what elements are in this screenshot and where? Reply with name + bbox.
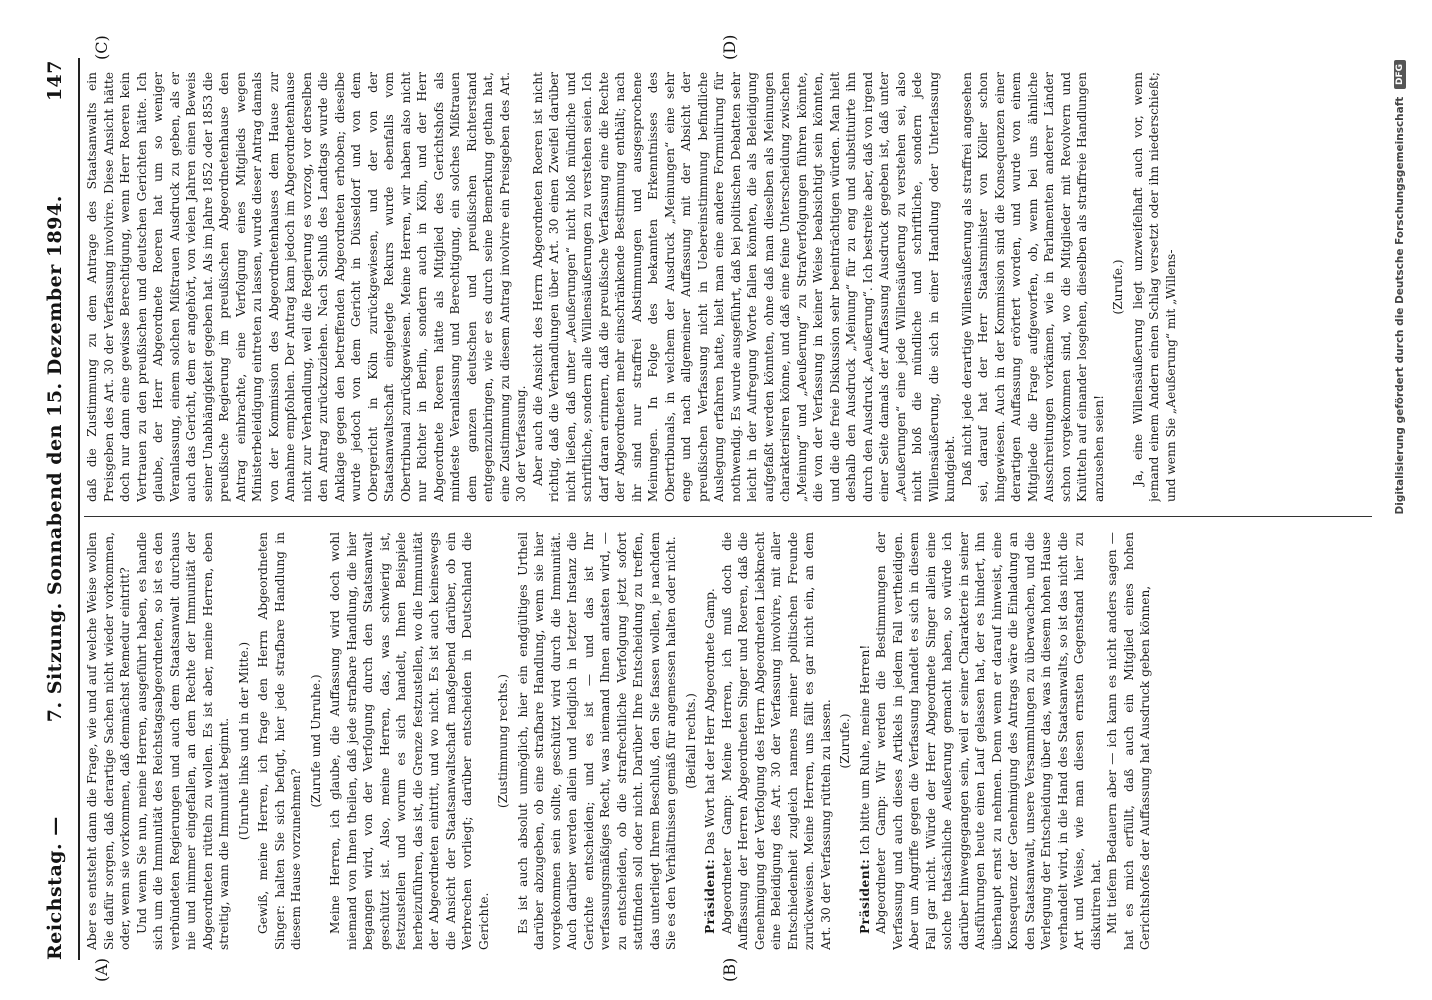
body-paragraph: Aber auch die Ansicht des Herrn Abgeordneten Roeren ist nicht richtig, daß die Verhandlungen über Art. 30 einen Zweifel darüber nicht ließen, daß unter „Aeußerungen“ nicht bloß mündliche und schriftliche, sondern alle Willensäußerungen zu verstehen seien. Ich darf daran erinnern, daß die preußische Verfassung eine die Rechte der Abgeordneten mehr einschränkende Bestimmung enthält; nach ihr sind nur straffrei Abstimmungen und ausgesprochene Meinungen. In Folge des bekannten Erkenntnisses des Obertribunals, in welchem der Ausdruck „Meinungen“ eine sehr enge und nach allgemeiner Auffassung mit der Absicht der preußischen Verfassung nicht in Uebereinstimmung befindliche Auslegung erfahren hatte, hielt man eine andere Formulirung für nothwendig. Es wurde ausgeführt, daß bei politischen Debatten sehr leicht in der Aufregung Worte fallen könnten, die als Beleidigung aufgefaßt werden könnten, ohne daß man dieselben als Meinungen charakterisiren könne, und daß eine feine Unterscheidung zwischen „Meinung“ und „Aeußerung“ zu Strafverfolgungen führen könnte, die von der Verfassung in keiner Weise beabsichtigt sein könnten, und die die freie Diskussion sehr beeinträchtigen würden. Man hielt deshalb den Ausdruck „Meinung“ für zu eng und substituirte ihn durch den Ausdruck „Aeußerung“. Ich bestreite aber, daß von irgend einer Seite damals der Auffassung Ausdruck gegeben ist, daß unter „Aeußerungen“ eine jede Willensäußerung zu verstehen sei, also nicht bloß die mündliche und schriftliche, sondern jede Willensäußerung, die sich in einer Handlung oder Unterlassung kundgiebt. xyxy=(530,72,957,502)
right-column xyxy=(84,72,1376,502)
stage-direction: (Zustimmung rechts.) xyxy=(496,673,510,809)
stage-direction: (Zurufe.) xyxy=(838,713,852,769)
speaker-name: Präsident: xyxy=(857,858,872,934)
body-paragraph: Abgeordneter Gamp: Wir werden die Bestimmungen der Verfassung und auch dieses Artikels in jedem Fall vertheidigen. Aber um Angriffe gegen die Verfassung handelt es sich in diesem Fall gar nicht. Würde der Herr Abgeordnete Singer allein eine solche thatsächliche Aeußerung gemacht haben, so würde ich darüber hinweggegangen sein, weil er seiner Charakterie in seiner Ausführungen heute einen Lauf gelassen hat, der es hindert, ihn überhaupt ernst zu nehmen. Denn wenn er darauf hinweist, eine Konsequenz der Genehmigung des Antrags wäre die Einladung an den Staatsanwalt, unsere Versammlungen zu überwachen, und die Verlegung der Entscheidung über das, was in diesem hohen Hause verhandelt wird, in die Hand des Staatsanwalts, so ist das nicht die Art und Weise, wie man diesen ernsten Gegenstand hier zu diskutiren hat. xyxy=(874,532,1103,950)
body-paragraph: Daß nicht jede derartige Willensäußerung als straffrei angesehen sei, darauf hat der Herr Staatsminister von Köller schon hingewiesen. Auch in der Kommission sind die Konsequenzen einer derartigen Auffassung erörtert worden, und wurde von einem Mitgliede die Frage aufgeworfen, ob, wenn bei uns ähnliche Ausschreitungen vorkämen, wie in Parlamenten anderer Länder schon vorgekommen sind, wo die Mitglieder mit Revolvern und Knütteln auf einander losgehen, dieselben als straffreie Handlungen anzusehen seien! xyxy=(959,72,1106,502)
speaker-paragraph xyxy=(857,532,874,950)
stage-direction: (Zurufe.) xyxy=(1111,259,1125,315)
column-divider xyxy=(84,516,1372,517)
body-paragraph: Abgeordneter Gamp: Meine Herren, ich muß doch die Auffassung der Herren Abgeordneten Singer und Roeren, daß die Genehmigung der Verfolgung des Herrn Abgeordneten Liebknecht eine Beleidigung des Art. 30 der Verfassung involvire, mit aller Entschiedenheit zugleich namens meiner politischen Freunde zurückweisen. Meine Herren, uns fällt es gar nicht ein, an dem Art. 30 der Verfassung rütteln zu lassen. xyxy=(719,532,833,950)
header-rule xyxy=(78,58,80,960)
stage-direction: (Zurufe und Unruhe.) xyxy=(308,674,323,808)
digitization-notice xyxy=(1394,60,1412,940)
speech-text: Das Wort hat der Herr Abgeordnete Gamp. xyxy=(703,588,717,859)
header-left: Reichstag. — xyxy=(44,816,66,960)
body-paragraph: daß die Zustimmung zu dem Antrage des Staatsanwalts ein Preisgeben des Art. 30 der Verfassung involvire. Diese Ansicht hätte doch nur dann eine gewisse Berechtigung, wenn Herr Roeren kein Vertrauen zu den preußischen und deutschen Gerichten hätte. Ich glaube, der Herr Abgeordnete Roeren hat um so weniger Veranlassung, einem solchen Mißtrauen Ausdruck zu geben, als er auch das Gericht, dem er angehört, von vielen Jahren einen Beweis seiner Unabhängigkeit gegeben hat. Als im Jahre 1852 oder 1853 die preußische Regierung im preußischen Abgeordnetenhause den Antrag einbrachte, eine Verfolgung eines Mitglieds wegen Ministerbeleidigung eintreten zu lassen, wurde dieser Antrag damals von der Kommission des Abgeordnetenhauses dem Hause zur Annahme empfohlen. Der Antrag kam jedoch im Abgeordnetenhause nicht zur Verhandlung, weil die Regierung es vorzog, vor derselben den Antrag zurückzuziehen. Nach Schluß des Landtags wurde die Anklage gegen den betreffenden Abgeordneten erhoben; dieselbe wurde jedoch von dem Gericht in Düsseldorf und von dem Obergericht in Köln zurückgewiesen, und der von der Staatsanwaltschaft eingelegte Rekurs wurde ebenfalls vom Obertribunal zurückgewiesen. Meine Herren, wir haben also nicht nur Richter in Berlin, sondern auch in Köln, und der Herr Abgeordnete Roeren hätte als Mitglied des Gerichtshofs als mindeste Veranlassung und Berechtigung, ein solches Mißtrauen dem ganzen deutschen und preußischen Richterstand entgegenzubringen, wie er es durch seine Bemerkung gethan hat, eine Zustimmung zu diesem Antrag involvire ein Preisgeben des Art. 30 der Verfassung. xyxy=(85,72,528,502)
margin-letter-a: (A) xyxy=(92,957,111,982)
page-number: 147 xyxy=(44,60,66,102)
speech-text: Ich bitte um Ruhe, meine Herren! xyxy=(857,644,872,859)
body-paragraph: Aber es entsteht dann die Frage, wie und auf welche Weise wollen Sie dafür sorgen, daß derartige Sachen nicht wieder vorkommen, oder, wenn sie vorkommen, daß demnächst Remedur eintritt? xyxy=(85,532,132,950)
body-paragraph: Es ist auch absolut unmöglich, hier ein endgültiges Urtheil darüber abzugeben, ob eine strafbare Handlung, wenn sie hier vorgekommen sein sollte, geschützt wird durch die Immunität. Auch darüber werden allein und lediglich in letzter Instanz die Gerichte entscheiden; und es ist — und das ist Ihr verfassungsmäßiges Recht, was niemand Ihnen antasten wird, — zu entscheiden, ob die strafrechtliche Verfolgung jetzt sofort stattfinden soll oder nicht. Darüber Ihre Entscheidung zu treffen, das unterliegt Ihrem Beschluß, den Sie fassen wollen, je nachdem Sie es den Verhältnissen gemäß für angemessen halten oder nicht. xyxy=(515,532,678,950)
dfg-logo: DFG xyxy=(1394,60,1406,89)
margin-letter-b: (B) xyxy=(720,957,739,982)
speaker-name: Präsident: xyxy=(703,858,717,934)
header-title: 7. Sitzung. Sonnabend den 15. Dezember 1894. xyxy=(44,195,66,723)
body-paragraph: Gewiß, meine Herren, ich frage den Herrn Abgeordneten Singer: halten Sie sich befugt, hier jede strafbare Handlung in diesem Hause vorzunehmen? xyxy=(256,532,303,950)
body-paragraph: Und wenn Sie nun, meine Herren, ausgeführt haben, es handle sich um die Immunität des Reichstagsabgeordneten, so ist es den verbündeten Regierungen und auch dem Staatsanwalt durchaus nie und nimmer eingefallen, an dem Rechte der Immunität der Abgeordneten rütteln zu wollen. Es ist aber, meine Herren, eben streitig, wann die Immunität beginnt. xyxy=(134,532,231,950)
speaker-paragraph xyxy=(702,532,719,950)
page-header xyxy=(38,60,72,960)
digitization-text: Digitalisierung gefördert durch die Deutsche Forschungsgemeinschaft xyxy=(1394,96,1406,515)
body-paragraph: Mit tiefem Bedauern aber — ich kann es nicht anders sagen — hat es mich erfüllt, daß auch ein Mitglied eines hohen Gerichtshofes der Auffassung hat Ausdruck geben können, xyxy=(1105,532,1152,950)
stage-direction: (Beifall rechts.) xyxy=(683,693,698,789)
body-paragraph: Ja, eine Willensäußerung liegt unzweifelhaft auch vor, wenn jemand einem Andern einen Schlag versetzt oder ihn niederschießt; und wenn Sie „Aeußerung“ mit „Willens- xyxy=(1130,72,1178,502)
margin-letter-c: (C) xyxy=(92,35,111,60)
stage-direction: (Unruhe links und in der Mitte.) xyxy=(236,641,251,841)
margin-letter-d: (D) xyxy=(720,34,739,60)
body-paragraph: Meine Herren, ich glaube, die Auffassung wird doch wohl niemand von Ihnen theilen, daß jede strafbare Handlung, die hier begangen wird, von der Verfolgung durch den Staatsanwalt geschützt ist. Also, meine Herren, das, was schwierig ist, festzustellen und worum es sich handelt, Ihnen Beispiele herbeizuführen, das ist, die Grenze festzustellen, wo die Immunität der Abgeordneten eintritt, und wo nicht. Es ist auch keineswegs die Ansicht der Staatsanwaltschaft maßgebend darüber, ob ein Verbrechen vorliegt; darüber entscheiden in Deutschland die Gerichte. xyxy=(328,532,491,950)
left-column xyxy=(84,532,1376,950)
